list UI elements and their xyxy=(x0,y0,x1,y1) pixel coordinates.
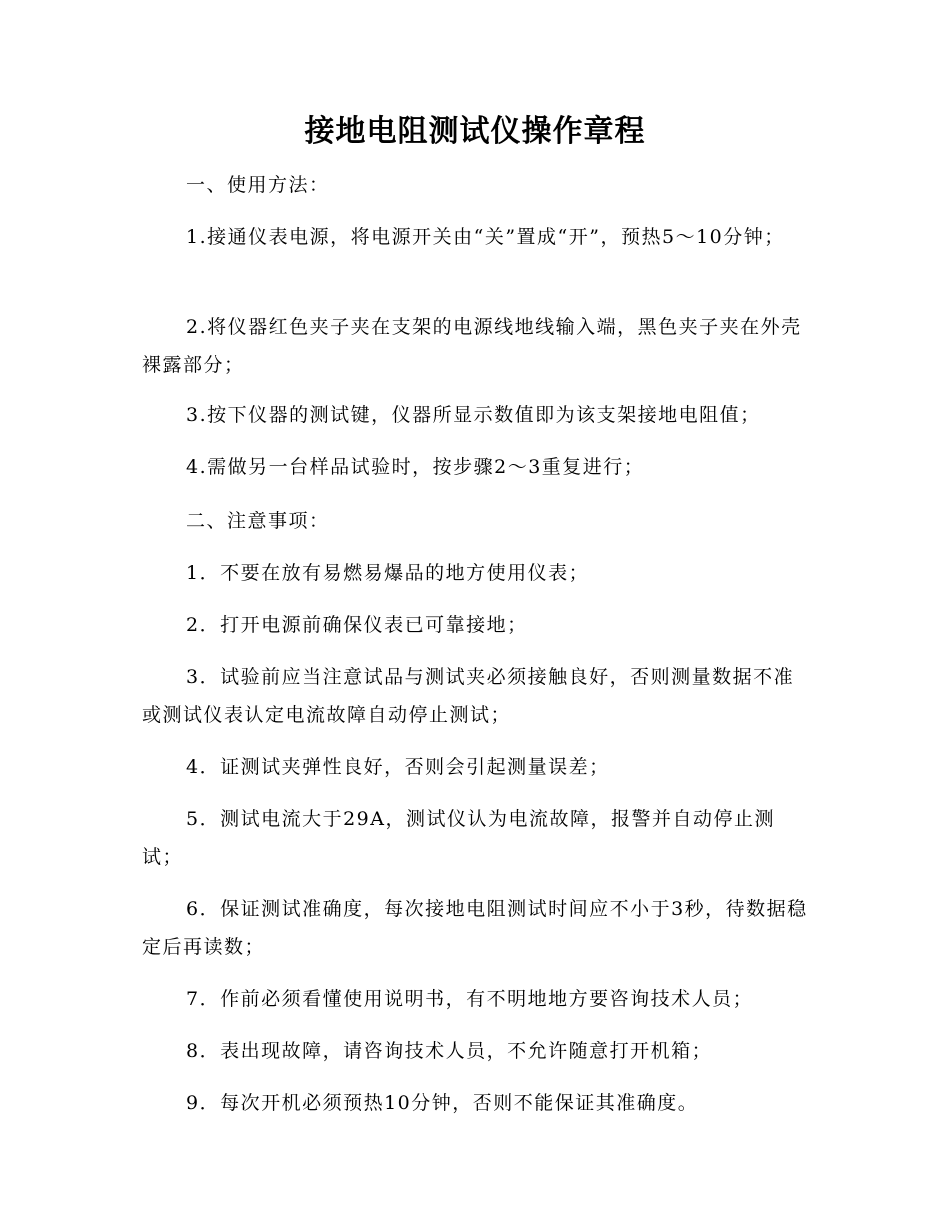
section-heading-usage: 一、使用方法： xyxy=(186,174,330,196)
note-item-2: 2．打开电源前确保仪表已可靠接地； xyxy=(186,614,528,636)
note-item-9: 9．每次开机必须预热10分钟，否则不能保证其准确度。 xyxy=(186,1092,699,1114)
note-item-3: 3．试验前应当注意试品与测试夹必须接触良好，否则测量数据不准或测试仪表认定电流故障自动停止测试； xyxy=(142,666,795,726)
section-heading-notes: 二、注意事项： xyxy=(186,510,330,532)
note-item-8: 8．表出现故障，请咨询技术人员，不允许随意打开机箱； xyxy=(186,1040,713,1062)
usage-step-3: 3.按下仪器的测试键，仪器所显示数值即为该支架接地电阻值； xyxy=(186,404,761,426)
note-item-5: 5．测试电流大于29A，测试仪认为电流故障，报警并自动停止测试； xyxy=(142,808,775,868)
note-item-6: 6．保证测试准确度，每次接地电阻测试时间应不小于3秒，待数据稳定后再读数； xyxy=(142,898,808,958)
usage-step-4: 4.需做另一台样品试验时，按步骤2～3重复进行； xyxy=(186,456,645,478)
note-item-4: 4．证测试夹弹性良好，否则会引起测量误差； xyxy=(186,756,610,778)
note-item-7: 7．作前必须看懂使用说明书，有不明地地方要咨询技术人员； xyxy=(186,988,754,1010)
usage-step-2: 2.将仪器红色夹子夹在支架的电源线地线输入端，黑色夹子夹在外壳裸露部分； xyxy=(142,316,802,376)
document-title: 接地电阻测试仪操作章程 xyxy=(304,114,646,149)
note-item-1: 1．不要在放有易燃易爆品的地方使用仪表； xyxy=(186,562,590,584)
usage-step-1: 1.接通仪表电源，将电源开关由“关”置成“开”，预热5～10分钟； xyxy=(186,226,785,248)
